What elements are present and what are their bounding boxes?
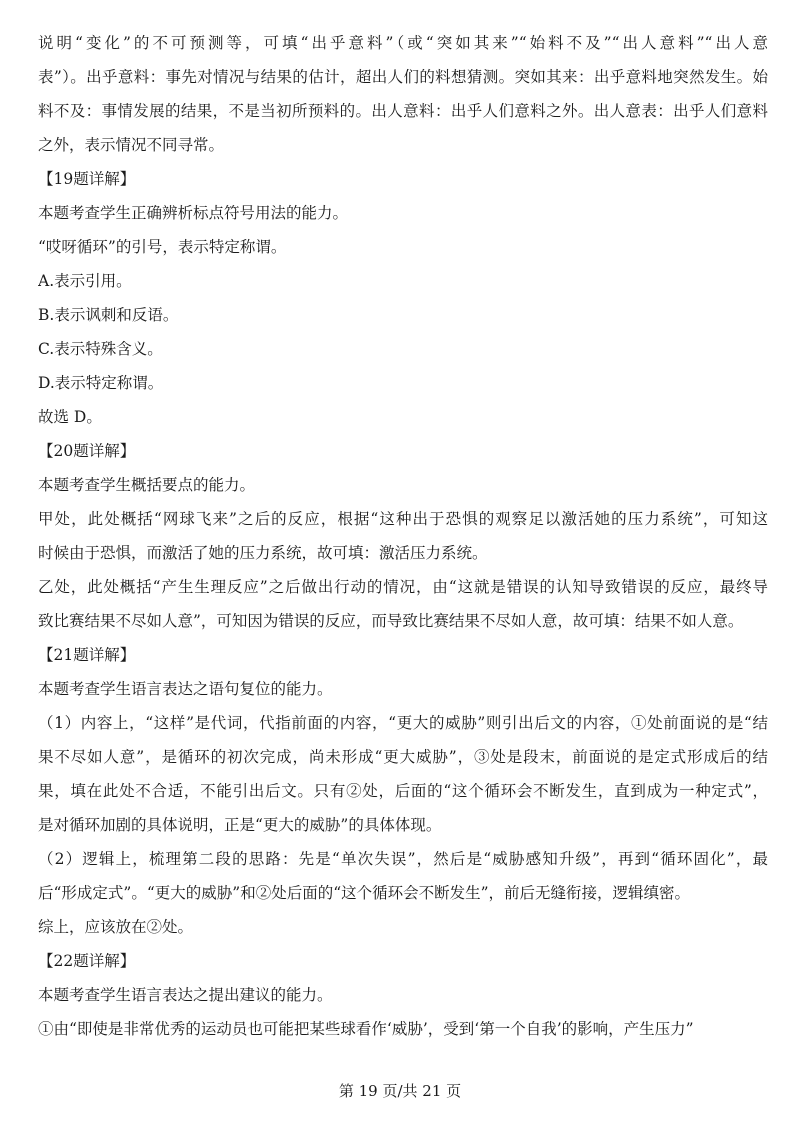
page-number-footer: 第 19 页/共 21 页 bbox=[338, 1082, 462, 1100]
text-line: 后“形成定式”。“更大的威胁”和②处后面的“这个循环会不断发生”，前后无缝衔接，逻辑缜密。 bbox=[38, 884, 691, 902]
option-d: D.表示特定称谓。 bbox=[38, 374, 164, 392]
text-line: 本题考查学生正确辨析标点符号用法的能力。 bbox=[38, 204, 349, 222]
section-heading-21: 【21题详解】 bbox=[38, 646, 136, 664]
text-line: 果不尽如人意”，是循环的初次完成，尚未形成“更大威胁”，③处是段末，前面说的是定式形成后的结 bbox=[38, 748, 768, 766]
option-b: B.表示讽刺和反语。 bbox=[38, 306, 179, 324]
text-line: 果，填在此处不合适，不能引出后文。只有②处，后面的“这个循环会不断发生，直到成为一种定式”， bbox=[38, 782, 768, 800]
text-line: （2）逻辑上，梳理第二段的思路：先是“单次失误”，然后是“威胁感知升级”，再到“循环固化”，最 bbox=[38, 850, 768, 868]
text-line: 说明“变化”的不可预测等，可填“出乎意料”（或“突如其来”“始料不及”“出人意料”“出人意 bbox=[38, 34, 768, 52]
document-body bbox=[38, 26, 768, 1046]
text-line: （1）内容上，“这样”是代词，代指前面的内容，“更大的威胁”则引出后文的内容，①处前面说的是“结 bbox=[38, 714, 768, 732]
text-line: 时候由于恐惧，而激活了她的压力系统，故可填：激活压力系统。 bbox=[38, 544, 488, 562]
text-line: 之外，表示情况不同寻常。 bbox=[38, 136, 225, 154]
text-line: 乙处，此处概括“产生生理反应”之后做出行动的情况，由“这就是错误的认知导致错误的反应，最终导 bbox=[38, 578, 768, 596]
text-line: 是对循环加剧的具体说明，正是“更大的威胁”的具体体现。 bbox=[38, 816, 442, 834]
option-c: C.表示特殊含义。 bbox=[38, 340, 163, 358]
section-heading-22: 【22题详解】 bbox=[38, 952, 136, 970]
section-heading-20: 【20题详解】 bbox=[38, 442, 136, 460]
text-line: 本题考查学生语言表达之提出建议的能力。 bbox=[38, 986, 333, 1004]
text-line: ①由“即使是非常优秀的运动员也可能把某些球看作‘威胁’，受到‘第一个自我’的影响，产生压力” bbox=[38, 1020, 694, 1038]
text-line: 本题考查学生概括要点的能力。 bbox=[38, 476, 256, 494]
text-line: 甲处，此处概括“网球飞来”之后的反应，根据“这种出于恐惧的观察足以激活她的压力系统”，可知这 bbox=[38, 510, 768, 528]
option-a: A.表示引用。 bbox=[38, 272, 132, 290]
answer-line: 故选 D。 bbox=[38, 408, 102, 426]
text-line: “哎呀循环”的引号，表示特定称谓。 bbox=[38, 238, 287, 256]
text-line: 致比赛结果不尽如人意”，可知因为错误的反应，而导致比赛结果不尽如人意，故可填：结果不如人意。 bbox=[38, 612, 744, 630]
section-heading-19: 【19题详解】 bbox=[38, 170, 136, 188]
text-line: 本题考查学生语言表达之语句复位的能力。 bbox=[38, 680, 333, 698]
text-line: 综上，应该放在②处。 bbox=[38, 918, 194, 936]
text-line: 表”）。出乎意料：事先对情况与结果的估计，超出人们的料想猜测。突如其来：出乎意料地突然发生。始 bbox=[38, 68, 768, 86]
text-line: 料不及：事情发展的结果，不是当初所预料的。出人意料：出乎人们意料之外。出人意表：出乎人们意料 bbox=[38, 102, 768, 120]
